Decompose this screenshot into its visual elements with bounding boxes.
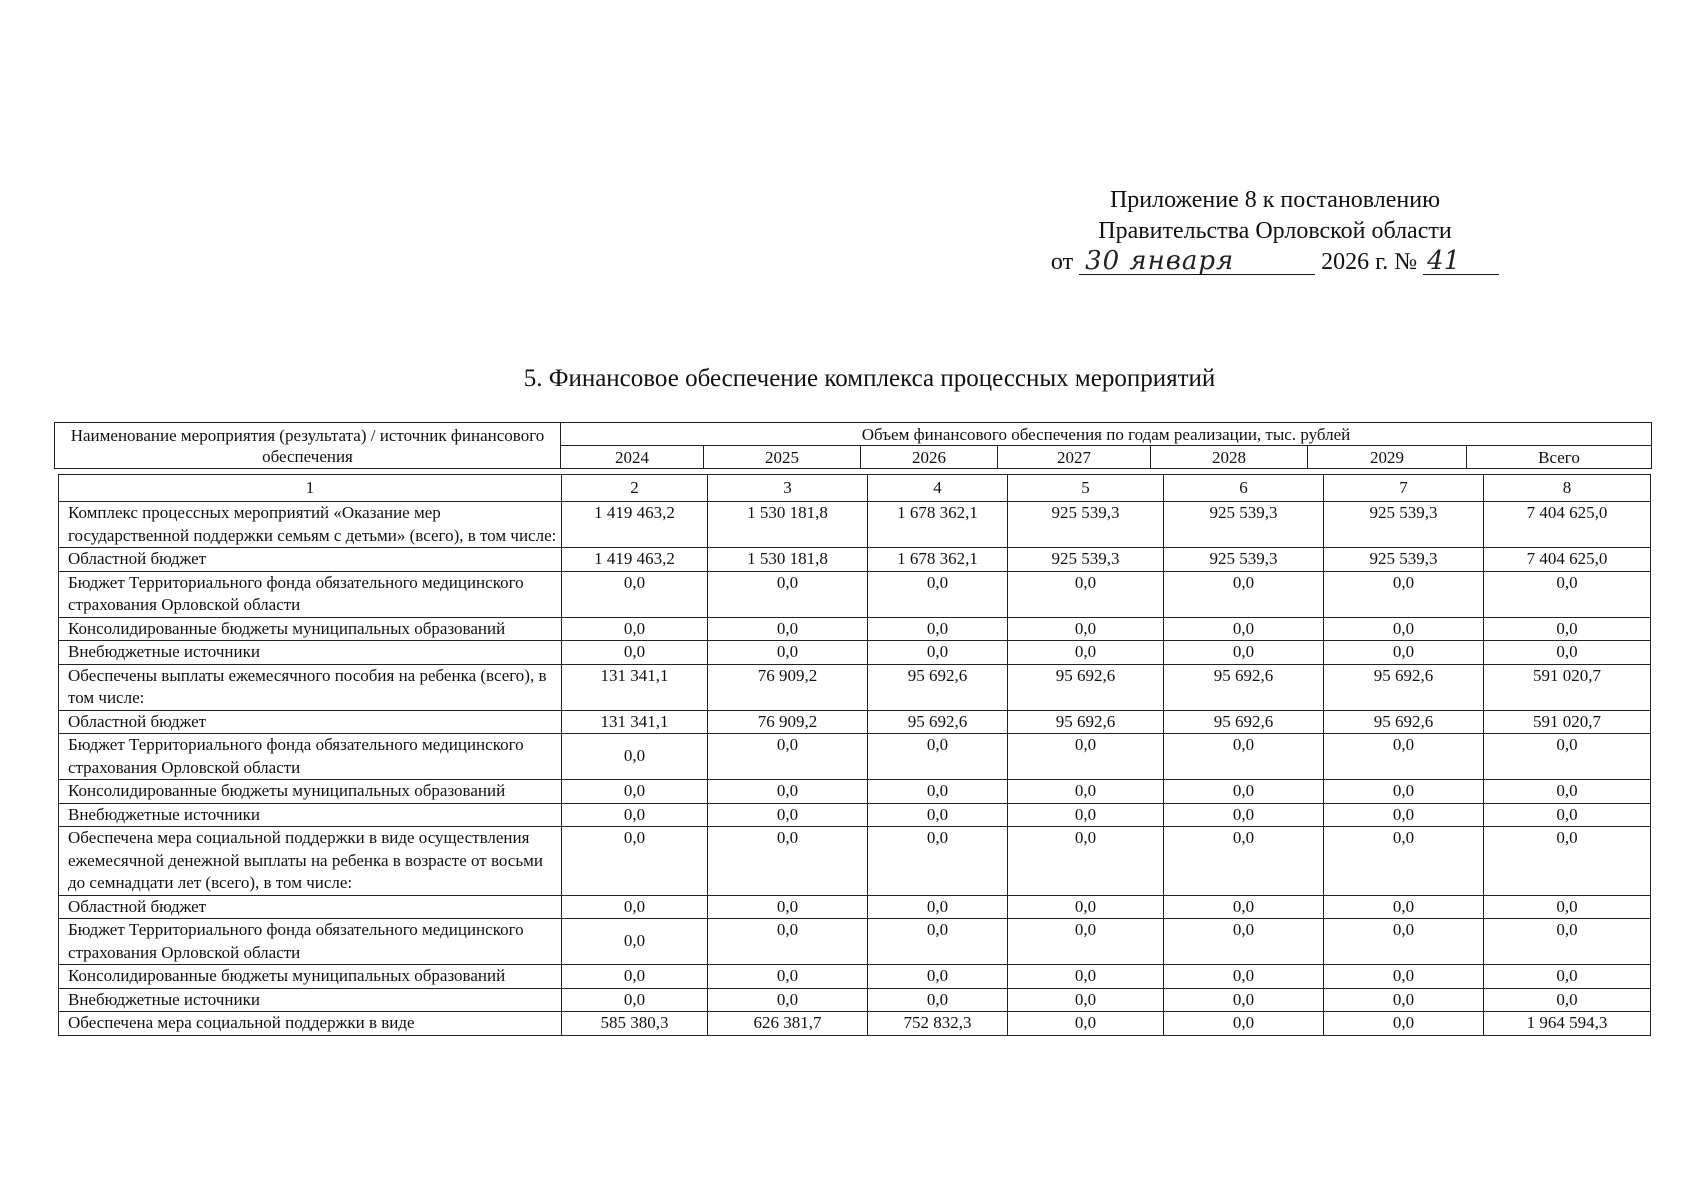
row-year-value: 0,0 [562, 734, 708, 780]
row-year-value: 925 539,3 [1008, 548, 1164, 572]
row-total-value: 0,0 [1484, 803, 1651, 827]
row-total-value: 0,0 [1484, 571, 1651, 617]
row-year-value: 0,0 [1324, 641, 1484, 665]
row-year-value: 0,0 [1008, 965, 1164, 989]
table-row [59, 641, 1651, 665]
row-year-value: 0,0 [1164, 965, 1324, 989]
year-header: 2024 [561, 446, 704, 469]
row-name: Консолидированные бюджеты муниципальных образований [59, 965, 562, 989]
row-year-value: 0,0 [1324, 1012, 1484, 1036]
table-row [59, 965, 1651, 989]
column-number: 8 [1484, 475, 1651, 502]
row-name: Консолидированные бюджеты муниципальных образований [59, 617, 562, 641]
row-year-value: 95 692,6 [868, 664, 1008, 710]
year-header: 2028 [1151, 446, 1308, 469]
row-year-value: 0,0 [868, 827, 1008, 896]
table-row [59, 617, 1651, 641]
row-name: Обеспечена мера социальной поддержки в виде [59, 1012, 562, 1036]
row-name: Бюджет Территориального фонда обязательного медицинского страхования Орловской области [59, 919, 562, 965]
table-row [59, 780, 1651, 804]
row-year-value: 95 692,6 [1008, 664, 1164, 710]
row-total-value: 0,0 [1484, 780, 1651, 804]
row-year-value: 0,0 [868, 734, 1008, 780]
row-year-value: 0,0 [1324, 988, 1484, 1012]
row-name: Обеспечена мера социальной поддержки в виде осуществления ежемесячной денежной выплаты на ребенка в возрасте от восьми до семнадцати лет (всего), в том числе: [59, 827, 562, 896]
table-row [59, 895, 1651, 919]
row-year-value: 0,0 [1324, 803, 1484, 827]
row-name: Областной бюджет [59, 895, 562, 919]
row-year-value: 1 419 463,2 [562, 502, 708, 548]
row-year-value: 0,0 [708, 734, 868, 780]
total-header: Всего [1467, 446, 1652, 469]
row-year-value: 0,0 [1008, 734, 1164, 780]
row-year-value: 95 692,6 [1324, 710, 1484, 734]
table-row [59, 710, 1651, 734]
appendix-header [1040, 185, 1510, 278]
row-total-value: 0,0 [1484, 827, 1651, 896]
row-year-value: 1 530 181,8 [708, 548, 868, 572]
row-total-value: 7 404 625,0 [1484, 548, 1651, 572]
column-number: 7 [1324, 475, 1484, 502]
row-year-value: 76 909,2 [708, 664, 868, 710]
year-header: 2029 [1308, 446, 1467, 469]
row-year-value: 752 832,3 [868, 1012, 1008, 1036]
row-total-value: 0,0 [1484, 641, 1651, 665]
row-year-value: 0,0 [868, 988, 1008, 1012]
table-row [59, 664, 1651, 710]
row-year-value: 0,0 [868, 617, 1008, 641]
table-row [59, 988, 1651, 1012]
column-number-row [59, 475, 1651, 502]
row-year-value: 0,0 [1164, 641, 1324, 665]
row-year-value: 1 678 362,1 [868, 548, 1008, 572]
table-row [59, 734, 1651, 780]
row-year-value: 0,0 [868, 965, 1008, 989]
row-year-value: 585 380,3 [562, 1012, 708, 1036]
row-year-value: 0,0 [1164, 571, 1324, 617]
row-year-value: 0,0 [562, 895, 708, 919]
column-number: 2 [562, 475, 708, 502]
row-year-value: 925 539,3 [1324, 502, 1484, 548]
row-year-value: 0,0 [708, 803, 868, 827]
row-year-value: 0,0 [868, 919, 1008, 965]
row-total-value: 0,0 [1484, 919, 1651, 965]
row-name: Комплекс процессных мероприятий «Оказание мер государственной поддержки семьям с детьми» (всего), в том числе: [59, 502, 562, 548]
row-year-value: 0,0 [1008, 641, 1164, 665]
row-year-value: 0,0 [562, 988, 708, 1012]
row-year-value: 0,0 [1164, 780, 1324, 804]
row-year-value: 0,0 [708, 780, 868, 804]
row-year-value: 0,0 [868, 571, 1008, 617]
row-year-value: 95 692,6 [868, 710, 1008, 734]
row-year-value: 0,0 [1164, 734, 1324, 780]
row-year-value: 95 692,6 [1164, 664, 1324, 710]
table-row [59, 548, 1651, 572]
row-total-value: 0,0 [1484, 617, 1651, 641]
row-year-value: 0,0 [1164, 617, 1324, 641]
row-year-value: 95 692,6 [1164, 710, 1324, 734]
row-year-value: 0,0 [1164, 919, 1324, 965]
year-header: 2027 [998, 446, 1151, 469]
table-row [59, 1012, 1651, 1036]
row-year-value: 0,0 [868, 641, 1008, 665]
row-year-value: 0,0 [1324, 965, 1484, 989]
row-year-value: 95 692,6 [1324, 664, 1484, 710]
row-year-value: 1 419 463,2 [562, 548, 708, 572]
row-year-value: 0,0 [1324, 780, 1484, 804]
row-year-value: 0,0 [1324, 734, 1484, 780]
row-year-value: 131 341,1 [562, 664, 708, 710]
table-row [59, 919, 1651, 965]
row-year-value: 0,0 [1324, 827, 1484, 896]
row-year-value: 0,0 [868, 803, 1008, 827]
row-year-value: 0,0 [1008, 803, 1164, 827]
row-name: Обеспечены выплаты ежемесячного пособия на ребенка (всего), в том числе: [59, 664, 562, 710]
table-header [54, 422, 1652, 469]
section-title: 5. Финансовое обеспечение комплекса процессных мероприятий [523, 365, 1216, 392]
row-name: Бюджет Территориального фонда обязательного медицинского страхования Орловской области [59, 734, 562, 780]
row-year-value: 131 341,1 [562, 710, 708, 734]
row-year-value: 0,0 [1164, 895, 1324, 919]
row-year-value: 0,0 [1324, 919, 1484, 965]
row-year-value: 0,0 [562, 827, 708, 896]
volume-column-header: Объем финансового обеспечения по годам реализации, тыс. рублей [561, 423, 1652, 446]
row-year-value: 0,0 [868, 780, 1008, 804]
row-name: Внебюджетные источники [59, 988, 562, 1012]
row-total-value: 591 020,7 [1484, 664, 1651, 710]
row-year-value: 1 678 362,1 [868, 502, 1008, 548]
table-row [59, 827, 1651, 896]
row-year-value: 0,0 [1324, 617, 1484, 641]
row-name: Консолидированные бюджеты муниципальных образований [59, 780, 562, 804]
row-year-value: 0,0 [562, 617, 708, 641]
row-year-value: 0,0 [1008, 895, 1164, 919]
row-year-value: 0,0 [708, 965, 868, 989]
row-year-value: 0,0 [562, 571, 708, 617]
row-year-value: 0,0 [1008, 988, 1164, 1012]
table-row [59, 502, 1651, 548]
row-year-value: 0,0 [562, 919, 708, 965]
appendix-line-2: Правительства Орловской области [1098, 218, 1452, 244]
date-suffix: 2026 г. № [1321, 249, 1418, 275]
row-year-value: 0,0 [1008, 827, 1164, 896]
row-year-value: 0,0 [708, 641, 868, 665]
handwritten-date: 30 января [1079, 248, 1315, 275]
appendix-line-3 [1040, 247, 1510, 278]
row-total-value: 7 404 625,0 [1484, 502, 1651, 548]
table-row [59, 803, 1651, 827]
row-name: Областной бюджет [59, 710, 562, 734]
row-year-value: 0,0 [562, 803, 708, 827]
row-name: Внебюджетные источники [59, 641, 562, 665]
column-number: 3 [708, 475, 868, 502]
row-year-value: 0,0 [1008, 780, 1164, 804]
handwritten-number: 41 [1423, 248, 1499, 275]
row-year-value: 0,0 [1164, 827, 1324, 896]
appendix-line-1: Приложение 8 к постановлению [1109, 187, 1441, 213]
row-year-value: 0,0 [708, 895, 868, 919]
row-year-value: 0,0 [1324, 571, 1484, 617]
row-year-value: 0,0 [708, 617, 868, 641]
year-header: 2025 [704, 446, 861, 469]
row-total-value: 0,0 [1484, 965, 1651, 989]
row-year-value: 0,0 [1164, 1012, 1324, 1036]
row-year-value: 925 539,3 [1164, 502, 1324, 548]
row-year-value: 0,0 [708, 988, 868, 1012]
row-year-value: 95 692,6 [1008, 710, 1164, 734]
row-name: Областной бюджет [59, 548, 562, 572]
row-year-value: 0,0 [1008, 617, 1164, 641]
row-year-value: 925 539,3 [1164, 548, 1324, 572]
row-year-value: 0,0 [562, 965, 708, 989]
row-year-value: 0,0 [1164, 803, 1324, 827]
date-prefix: от [1050, 249, 1074, 275]
row-year-value: 0,0 [1008, 1012, 1164, 1036]
row-total-value: 0,0 [1484, 988, 1651, 1012]
row-year-value: 76 909,2 [708, 710, 868, 734]
row-year-value: 0,0 [1008, 919, 1164, 965]
row-year-value: 925 539,3 [1008, 502, 1164, 548]
row-year-value: 0,0 [1008, 571, 1164, 617]
row-year-value: 925 539,3 [1324, 548, 1484, 572]
finance-table [58, 474, 1651, 1036]
column-number: 4 [868, 475, 1008, 502]
column-number: 1 [59, 475, 562, 502]
row-year-value: 626 381,7 [708, 1012, 868, 1036]
column-number: 6 [1164, 475, 1324, 502]
row-year-value: 0,0 [562, 641, 708, 665]
year-header: 2026 [861, 446, 998, 469]
row-total-value: 0,0 [1484, 895, 1651, 919]
row-total-value: 0,0 [1484, 734, 1651, 780]
row-year-value: 0,0 [708, 827, 868, 896]
row-year-value: 1 530 181,8 [708, 502, 868, 548]
row-name: Внебюджетные источники [59, 803, 562, 827]
row-year-value: 0,0 [562, 780, 708, 804]
row-year-value: 0,0 [1164, 988, 1324, 1012]
row-total-value: 591 020,7 [1484, 710, 1651, 734]
row-year-value: 0,0 [708, 571, 868, 617]
row-year-value: 0,0 [708, 919, 868, 965]
column-number: 5 [1008, 475, 1164, 502]
row-year-value: 0,0 [1324, 895, 1484, 919]
name-column-header: Наименование мероприятия (результата) / источник финансового обеспечения [55, 423, 561, 469]
row-total-value: 1 964 594,3 [1484, 1012, 1651, 1036]
table-row [59, 571, 1651, 617]
row-year-value: 0,0 [868, 895, 1008, 919]
row-name: Бюджет Территориального фонда обязательного медицинского страхования Орловской области [59, 571, 562, 617]
